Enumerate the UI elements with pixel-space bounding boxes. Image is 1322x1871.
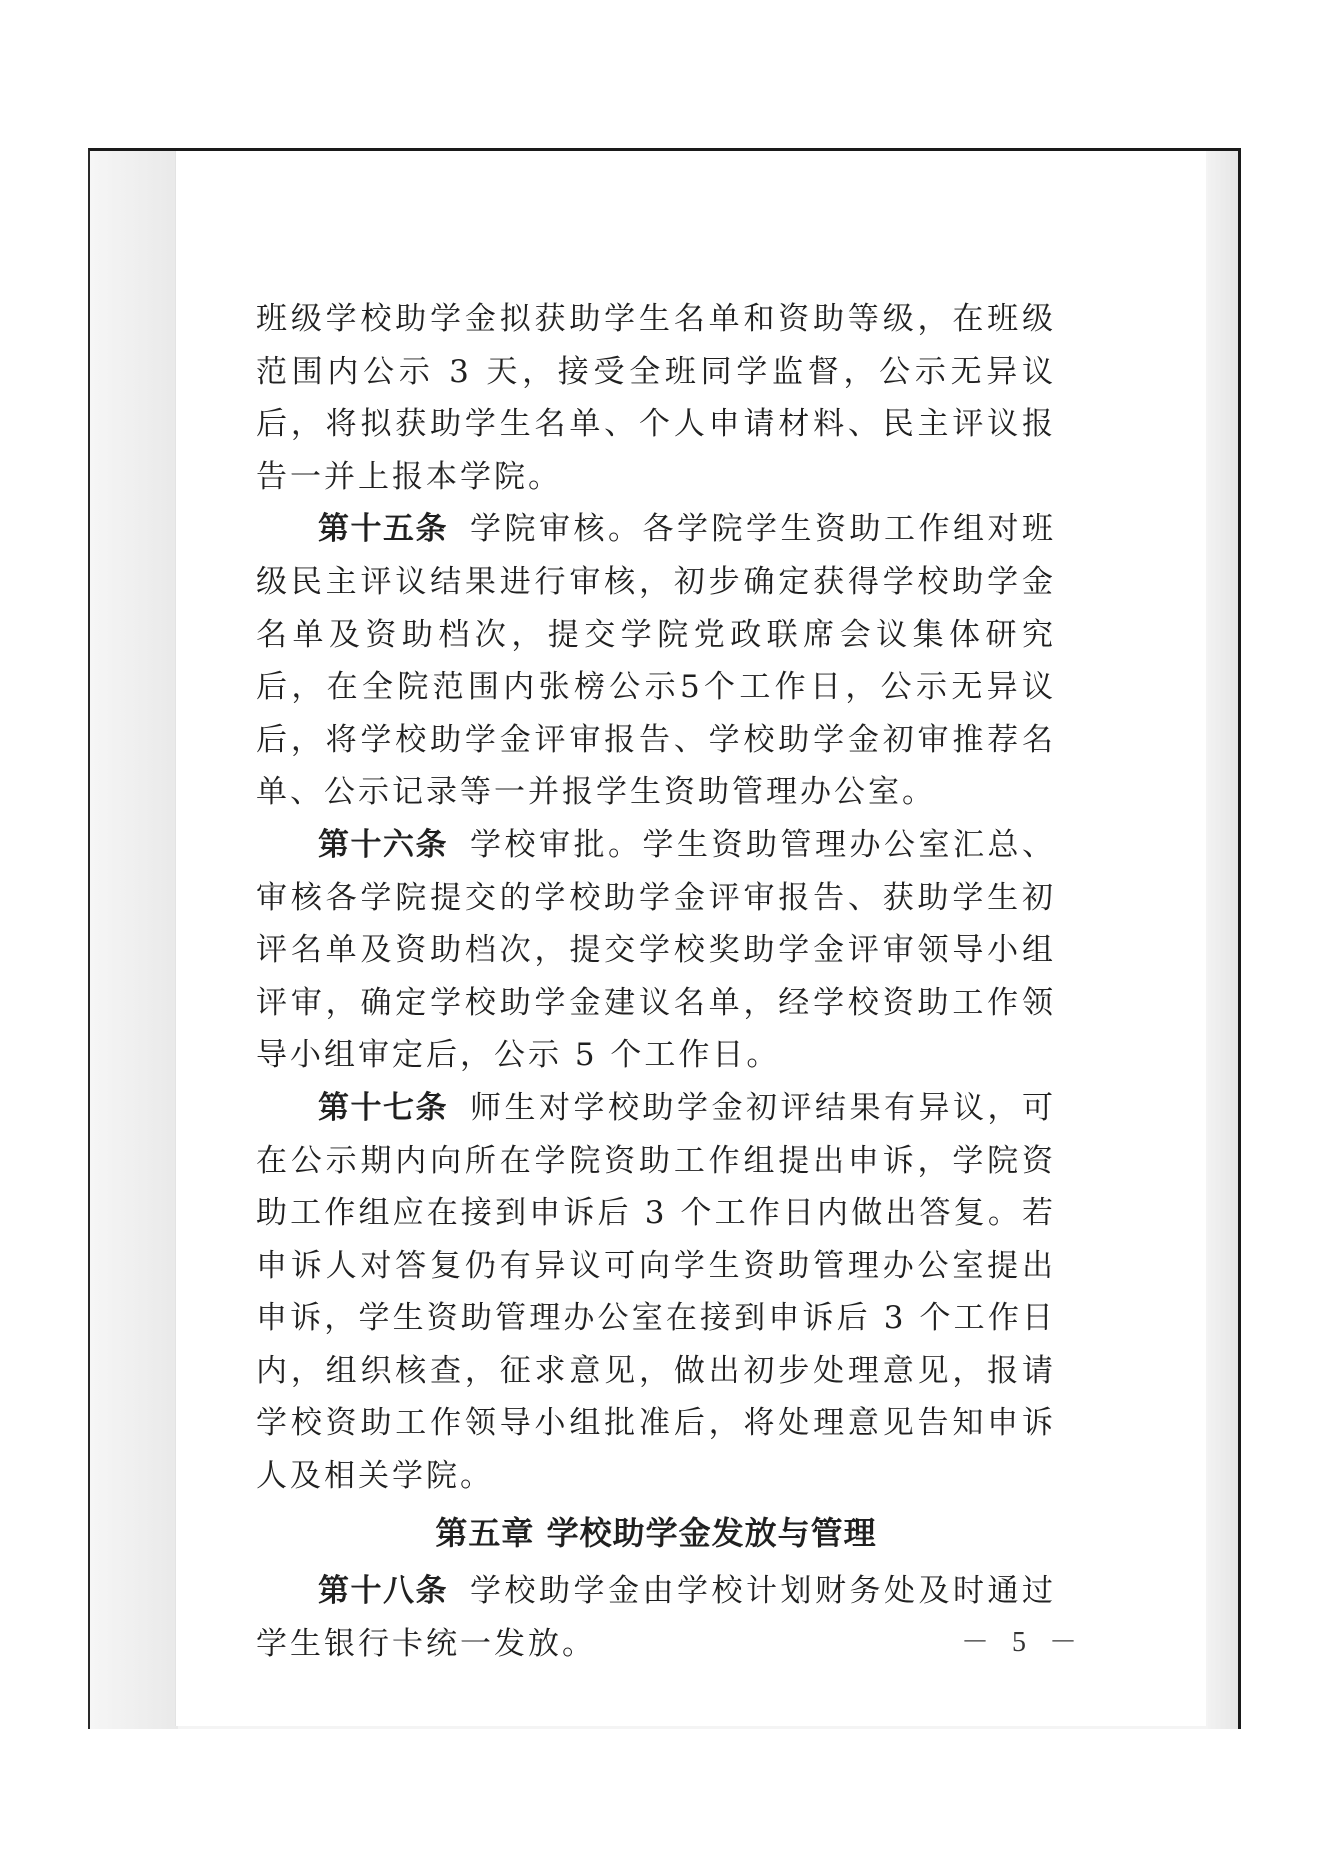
paragraph-text: 班级学校助学金拟获助学生名单和资助等级，在班级范围内公示 3 天，接受全班同学监督，公示无异议后，将拟获助学生名单、个人申请材料、民主评议报告一并上报本学院。: [256, 301, 1056, 495]
article-text: 学院审核。各学院学生资助工作组对班级民主评议结果进行审核，初步确定获得学校助学金名单及资助档次，提交学院党政联席会议集体研究后，在全院范围内张榜公示5个工作日，公示无异议后，将学校助学金评审报告、学校助学金初审推荐名单、公示记录等一并报学生资助管理办公室。: [256, 511, 1056, 811]
article-text: 学校审批。学生资助管理办公室汇总、审核各学院提交的学校助学金评审报告、获助学生初评名单及资助档次，提交学校奖助学金评审领导小组评审，确定学校助学金建议名单，经学校资助工作领导小组审定后，公示 5 个工作日。: [256, 826, 1056, 1074]
scan-left-gutter: [90, 151, 178, 1729]
article-text: 师生对学校助学金初评结果有异议，可在公示期内向所在学院资助工作组提出申诉，学院资助工作组应在接到申诉后 3 个工作日内做出答复。若申诉人对答复仍有异议可向学生资助管理办公室提出申诉，学生资助管理办公室在接到申诉后 3 个工作日内，组织核查，征求意见，做出初步处理意见，报请学校资助工作领导小组批准后，将处理意见告知申诉人及相关学院。: [256, 1089, 1056, 1495]
document-body: [256, 293, 1056, 1670]
scan-right-gutter: [1208, 151, 1238, 1729]
article-number: 第十七条: [318, 1089, 448, 1126]
chapter-heading: 第五章 学校助学金发放与管理: [435, 1513, 877, 1552]
document-page: [176, 151, 1206, 1726]
article-number: 第十五条: [318, 511, 448, 548]
article-text: 学校助学金由学校计划财务处及时通过学生银行卡统一发放。: [256, 1573, 1056, 1662]
article-16: [256, 819, 1056, 1082]
article-number: 第十六条: [318, 826, 448, 863]
page-number: － 5 －: [961, 1627, 1086, 1658]
article-17: [256, 1082, 1056, 1503]
article-15: [256, 503, 1056, 819]
article-18: [256, 1565, 1056, 1670]
paragraph-continuation: [256, 293, 1056, 503]
article-number: 第十八条: [318, 1573, 448, 1610]
